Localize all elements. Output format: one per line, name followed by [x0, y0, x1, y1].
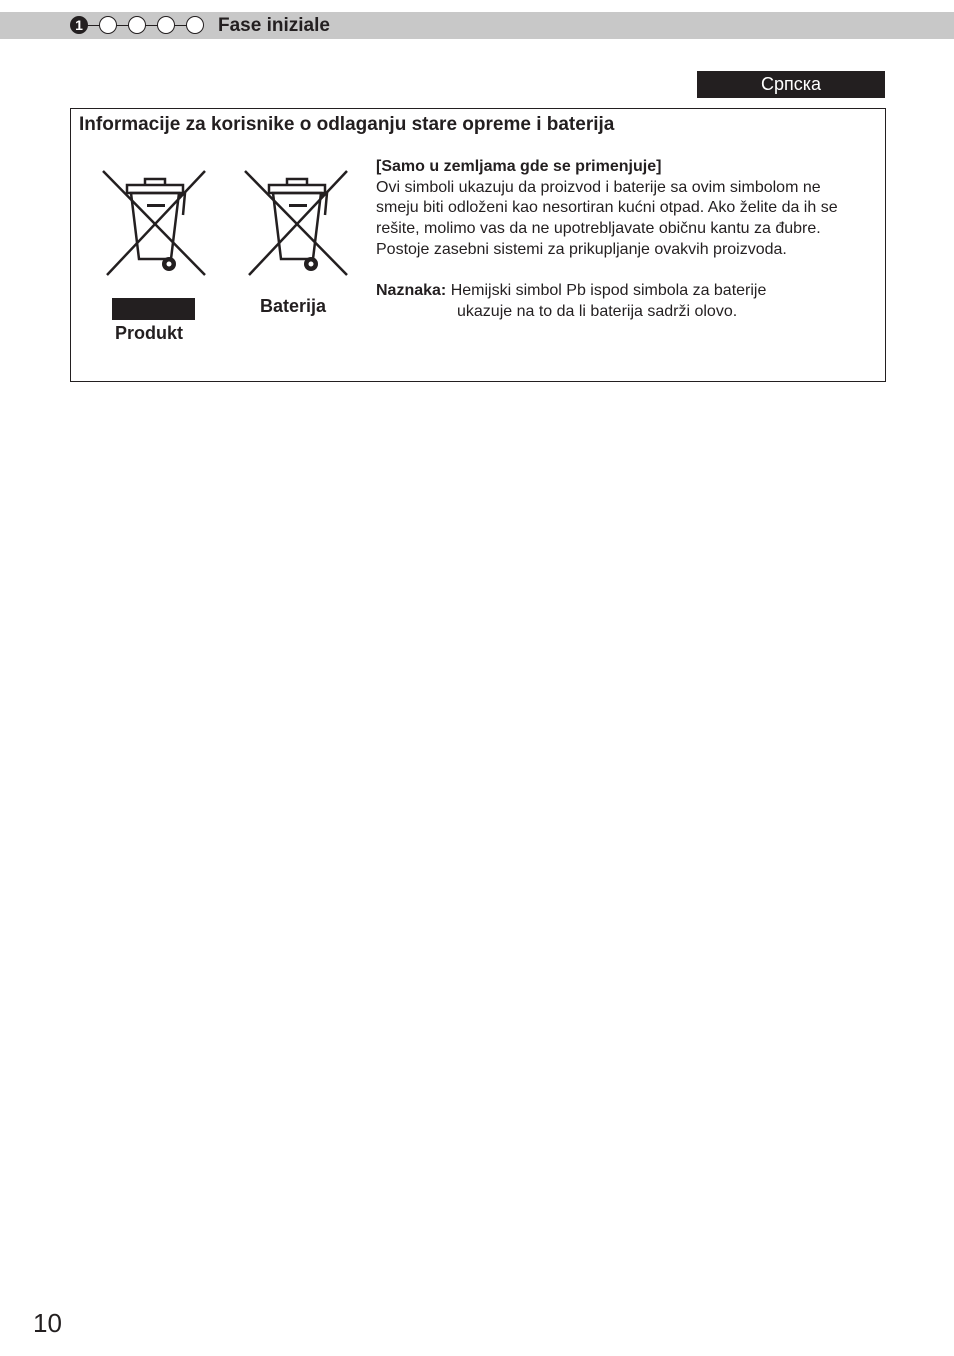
- crossed-out-bin-icon: [101, 167, 207, 279]
- info-subheading: [Samo u zemljama gde se primenjuje]: [376, 158, 662, 175]
- step-indicator: [70, 16, 210, 36]
- product-label: Produkt: [115, 323, 184, 343]
- info-line: Ovi simboli ukazuju da proizvod i baterije sa ovim simbolom ne: [376, 178, 821, 196]
- section-title: Fase iniziale: [218, 15, 330, 36]
- note: [376, 281, 881, 322]
- battery-label: Baterija: [260, 296, 327, 316]
- language-badge: Српска: [697, 71, 885, 98]
- info-line: Postoje zasebni sistemi za prikupljanje ovakvih proizvoda.: [376, 240, 787, 258]
- step-2: [99, 16, 117, 34]
- step-1: 1: [70, 16, 88, 34]
- info-text: [376, 157, 881, 261]
- note-text: ukazuje na to da li baterija sadrži olovo.: [457, 302, 738, 320]
- page-number: 10: [33, 1308, 62, 1338]
- step-3: [128, 16, 146, 34]
- note-label: Naznaka:: [376, 282, 447, 299]
- disposal-info-box: [70, 108, 886, 382]
- info-line: smeju biti odloženi kao nesortiran kućni otpad. Ako želite da ih se: [376, 199, 838, 217]
- note-text: Hemijski simbol Pb ispod simbola za baterije: [450, 282, 767, 299]
- crossed-out-bin-icon: [243, 167, 349, 279]
- info-line: rešite, molimo vas da ne upotrebljavate običnu kantu za đubre.: [376, 220, 821, 238]
- step-5: [186, 16, 204, 34]
- product-black-bar: [112, 298, 195, 320]
- box-title: Informacije za korisnike o odlaganju stare opreme i baterija: [79, 114, 615, 135]
- step-4: [157, 16, 175, 34]
